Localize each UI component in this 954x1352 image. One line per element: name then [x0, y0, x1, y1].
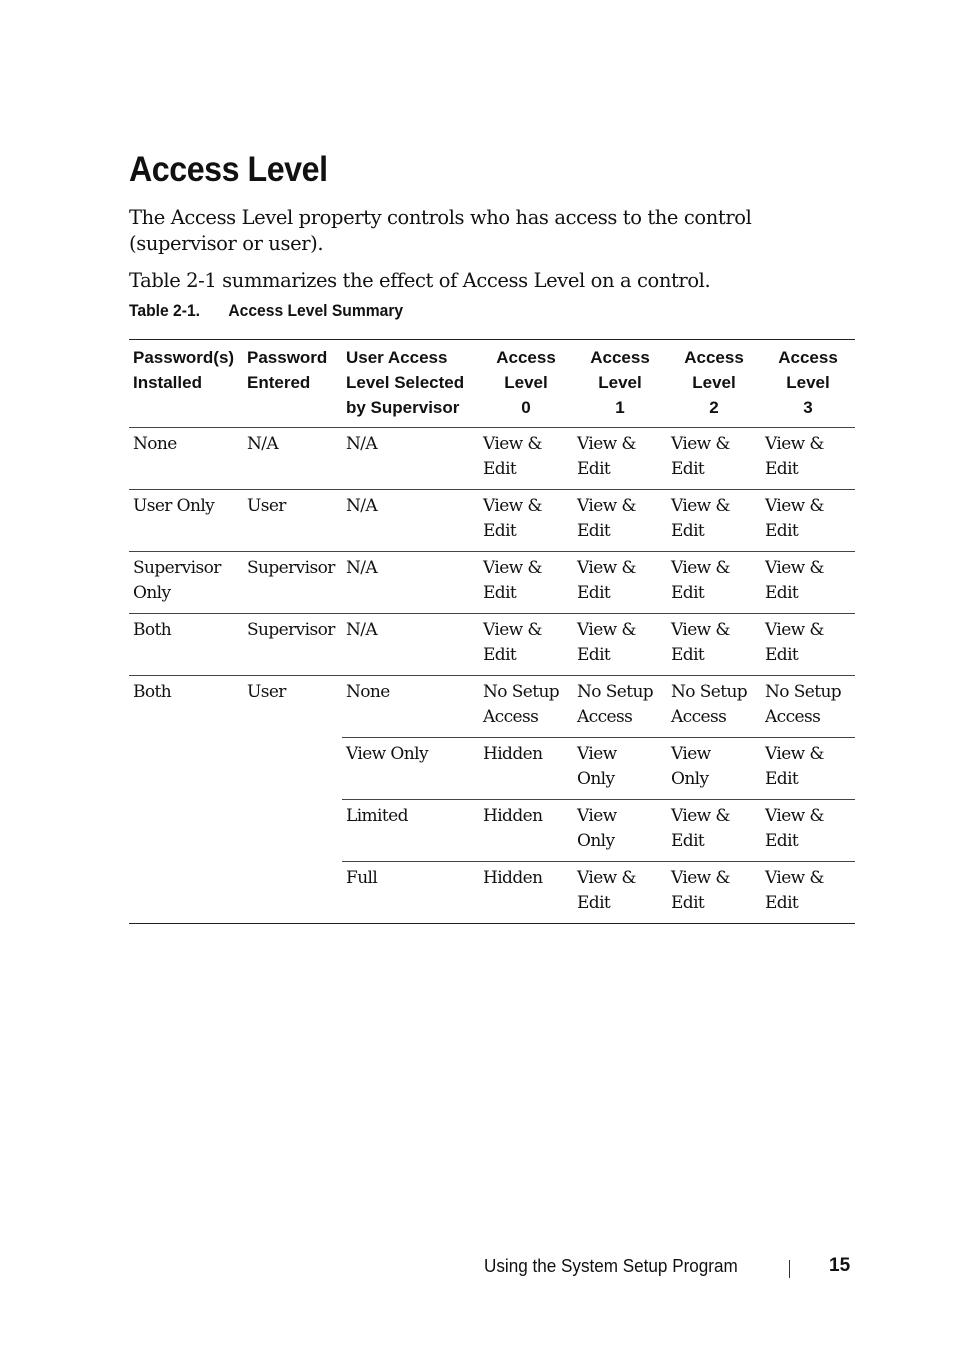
table-caption-title: Access Level Summary: [228, 301, 404, 320]
table-row: [129, 676, 855, 738]
cell-level-2: View & Edit: [667, 614, 761, 676]
cell-selected: N/A: [342, 490, 479, 552]
cell-level-3: View & Edit: [761, 614, 855, 676]
header-installed: Password(s) Installed: [129, 340, 243, 428]
cell-installed: User Only: [129, 490, 243, 552]
cell-level-3: View & Edit: [761, 552, 855, 614]
cell-entered: Supervisor: [243, 614, 342, 676]
table-row: [129, 428, 855, 490]
cell-level-0: Hidden: [483, 868, 543, 888]
cell-level-2: View & Edit: [667, 552, 761, 614]
footer-divider: [789, 1260, 790, 1278]
table-row: [129, 490, 855, 552]
header-level-2: Access Level 2: [667, 340, 761, 428]
cell-entered: User: [247, 682, 286, 702]
cell-entered: N/A: [243, 428, 342, 490]
cell-level-2: View Only: [667, 738, 761, 800]
cell-level-1: View & Edit: [573, 428, 667, 490]
cell-entered: User: [243, 490, 342, 552]
table-reference-paragraph: Table 2-1 summarizes the effect of Access Level on a control.: [129, 269, 711, 292]
cell-installed: Both: [133, 682, 172, 702]
cell-level-3: No Setup Access: [761, 676, 855, 738]
cell-level-0: Hidden: [479, 738, 573, 800]
table-caption: [129, 301, 403, 321]
cell-level-1: No Setup Access: [573, 676, 667, 738]
cell-level-2: View & Edit: [667, 490, 761, 552]
cell-selected: N/A: [342, 614, 479, 676]
cell-selected: N/A: [342, 428, 479, 490]
header-level-3: Access Level 3: [761, 340, 855, 428]
cell-level-3: View & Edit: [761, 738, 855, 800]
cell-selected: Full: [346, 868, 378, 888]
cell-installed: Supervisor Only: [129, 552, 243, 614]
footer-section-title: Using the System Setup Program: [484, 1256, 738, 1276]
cell-level-1: View & Edit: [577, 868, 636, 913]
table-caption-number: Table 2-1.: [129, 301, 200, 320]
cell-level-0: View & Edit: [479, 428, 573, 490]
cell-selected: N/A: [342, 552, 479, 614]
cell-selected: Limited: [342, 800, 479, 862]
cell-level-1: View & Edit: [573, 552, 667, 614]
cell-level-3: View & Edit: [765, 868, 824, 913]
cell-selected: View Only: [342, 738, 479, 800]
cell-level-3: View & Edit: [761, 428, 855, 490]
cell-entered: Supervisor: [243, 552, 342, 614]
cell-level-0: View & Edit: [479, 490, 573, 552]
cell-level-1: View Only: [573, 800, 667, 862]
cell-selected: None: [342, 676, 479, 738]
cell-level-2: No Setup Access: [667, 676, 761, 738]
cell-level-0: View & Edit: [479, 614, 573, 676]
table-row: [129, 552, 855, 614]
cell-level-3: View & Edit: [761, 800, 855, 862]
cell-installed: Both: [129, 614, 243, 676]
cell-level-0: Hidden: [479, 800, 573, 862]
intro-paragraph: The Access Level property controls who has access to the control (supervisor or user).: [129, 206, 752, 255]
access-level-table: [129, 339, 855, 924]
header-level-0: Access Level 0: [479, 340, 573, 428]
page-title: Access Level: [129, 150, 328, 189]
cell-level-1: View & Edit: [573, 490, 667, 552]
cell-level-1: View & Edit: [573, 614, 667, 676]
cell-level-0: No Setup Access: [479, 676, 573, 738]
table-header-row: [129, 340, 855, 428]
cell-level-2: View & Edit: [667, 428, 761, 490]
cell-level-3: View & Edit: [761, 490, 855, 552]
cell-level-1: View Only: [573, 738, 667, 800]
table-row: [129, 614, 855, 676]
cell-level-2: View & Edit: [671, 868, 730, 913]
cell-level-0: View & Edit: [479, 552, 573, 614]
header-selected: User Access Level Selected by Supervisor: [342, 340, 479, 428]
header-entered: Password Entered: [243, 340, 342, 428]
cell-level-2: View & Edit: [667, 800, 761, 862]
page-number: 15: [829, 1255, 851, 1276]
cell-installed: None: [129, 428, 243, 490]
header-level-1: Access Level 1: [573, 340, 667, 428]
table-body: [129, 428, 855, 924]
